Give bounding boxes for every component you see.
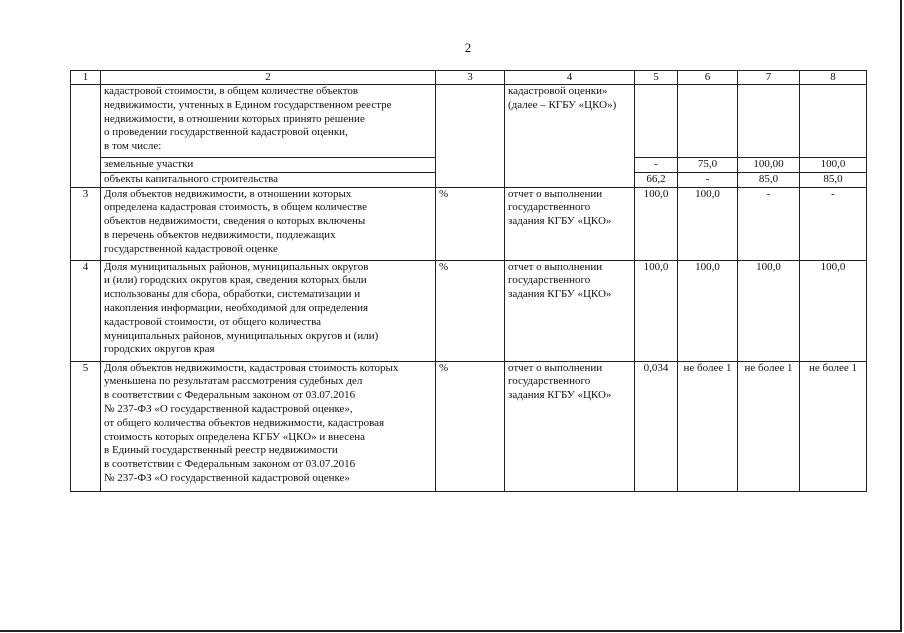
- row2-c5: [635, 85, 678, 158]
- row3-c5: 100,0: [635, 187, 678, 260]
- row2-sub1-c6: 75,0: [678, 158, 738, 173]
- row2-source: кадастровой оценки» (далее – КГБУ «ЦКО»): [505, 85, 635, 188]
- row4-c7: 100,0: [738, 260, 800, 361]
- row5-source: отчет о выполнении государственного задания КГБУ «ЦКО»: [505, 361, 635, 491]
- row5-c6: не более 1: [678, 361, 738, 491]
- row2-sub2-c8: 85,0: [800, 172, 867, 187]
- header-col-8: 8: [800, 71, 867, 85]
- row2-c8: [800, 85, 867, 158]
- row3-unit: %: [436, 187, 505, 260]
- row5-c8: не более 1: [800, 361, 867, 491]
- table-row: [71, 361, 867, 491]
- row4-unit: %: [436, 260, 505, 361]
- header-col-7: 7: [738, 71, 800, 85]
- row2-sub2-c6: -: [678, 172, 738, 187]
- row4-text: Доля муниципальных районов, муниципальных округов и (или) городских округов края, сведения которых были использованы для сбора, обработки, систематизации и накопления информации, необходимой для определения кадастровой стоимости, от общего количества муниципальных районов, муниципальных округов и (или) городских округов края: [101, 260, 436, 361]
- indicators-table: [70, 70, 867, 492]
- page-number: 2: [464, 40, 472, 55]
- row4-c6: 100,0: [678, 260, 738, 361]
- row3-text: Доля объектов недвижимости, в отношении которых определена кадастровая стоимость, в общем количестве объектов недвижимости, сведения о которых включены в перечень объектов недвижимости, подлежащих государственной кадастровой оценке: [101, 187, 436, 260]
- row4-source: отчет о выполнении государственного задания КГБУ «ЦКО»: [505, 260, 635, 361]
- row2-c6: [678, 85, 738, 158]
- row2-sub1-c5: -: [635, 158, 678, 173]
- row5-text: Доля объектов недвижимости, кадастровая стоимость которых уменьшена по результатам рассмотрения судебных дел в соответствии с Федеральным законом от 03.07.2016 № 237-ФЗ «О государственной кадастровой оценке», от общего количества объектов недвижимости, кадастровая стоимость которых определена КГБУ «ЦКО» и внесена в Единый государственный реестр недвижимости в соответствии с Федеральным законом от 03.07.2016 № 237-ФЗ «О государственной кадастровой оценке»: [101, 361, 436, 491]
- header-col-6: 6: [678, 71, 738, 85]
- header-col-3: 3: [436, 71, 505, 85]
- row4-c8: 100,0: [800, 260, 867, 361]
- table-row: [71, 260, 867, 361]
- header-row: [71, 71, 867, 85]
- row3-c6: 100,0: [678, 187, 738, 260]
- row5-c5: 0,034: [635, 361, 678, 491]
- row3-source: отчет о выполнении государственного задания КГБУ «ЦКО»: [505, 187, 635, 260]
- row4-num: 4: [71, 260, 101, 361]
- row2-sub2-c7: 85,0: [738, 172, 800, 187]
- row2-text: кадастровой стоимости, в общем количестве объектов недвижимости, учтенных в Едином государственном реестре недвижимости, в отношении которых принято решение о проведении государственной кадастровой оценки, в том числе:: [101, 85, 436, 158]
- header-col-4: 4: [505, 71, 635, 85]
- row2-unit: [436, 85, 505, 188]
- row3-num: 3: [71, 187, 101, 260]
- row2-sub1-c8: 100,0: [800, 158, 867, 173]
- table-row: [71, 85, 867, 158]
- row2-sub2-label: объекты капитального строительства: [101, 172, 436, 187]
- row2-num: [71, 85, 101, 188]
- header-col-5: 5: [635, 71, 678, 85]
- row5-unit: %: [436, 361, 505, 491]
- header-col-1: 1: [71, 71, 101, 85]
- row5-num: 5: [71, 361, 101, 491]
- header-col-2: 2: [101, 71, 436, 85]
- row5-c7: не более 1: [738, 361, 800, 491]
- row3-c8: -: [800, 187, 867, 260]
- row2-sub1-c7: 100,00: [738, 158, 800, 173]
- row2-sub1-label: земельные участки: [101, 158, 436, 173]
- row2-sub2-c5: 66,2: [635, 172, 678, 187]
- row2-c7: [738, 85, 800, 158]
- table-row: [71, 187, 867, 260]
- row3-c7: -: [738, 187, 800, 260]
- row4-c5: 100,0: [635, 260, 678, 361]
